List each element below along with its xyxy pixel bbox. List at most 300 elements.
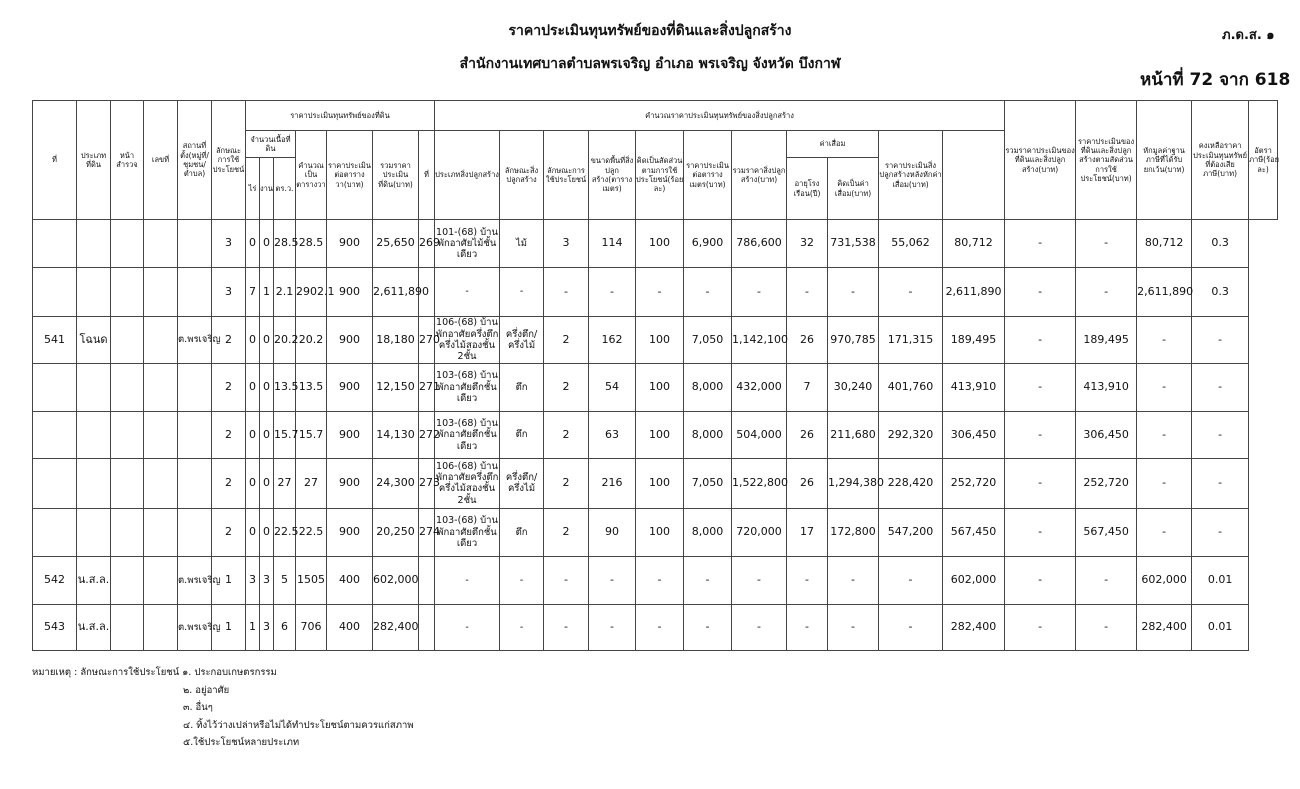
cell-bldg-total: 1,522,800 — [732, 459, 787, 508]
cell-bldg-after-dep: 292,320 — [879, 411, 943, 458]
cell-land-use: 2 — [212, 364, 246, 411]
col-no: ที่ — [33, 101, 77, 220]
cell-survey-page — [111, 364, 144, 411]
cell-bldg-char: ตึก — [500, 411, 544, 458]
cell-rai: 3 — [246, 557, 260, 604]
cell-bldg-use: 2 — [544, 411, 589, 458]
cell-exemption: - — [1076, 268, 1137, 316]
cell-dep-value: 172,800 — [828, 508, 879, 556]
cell-bldg-type: - — [435, 268, 500, 316]
cell-land-type — [77, 268, 111, 316]
cell-price-per-m2: 7,050 — [684, 459, 732, 508]
cell-taxable: 602,000 — [1137, 557, 1192, 604]
cell-price-per-wa: 900 — [327, 459, 373, 508]
group-land-assessment: ราคาประเมินทุนทรัพย์ของที่ดิน — [246, 101, 435, 131]
cell-bldg-use: 2 — [544, 316, 589, 363]
cell-price-per-wa: 900 — [327, 316, 373, 363]
cell-location — [178, 459, 212, 508]
cell-dep-value: - — [828, 557, 879, 604]
cell-rate: - — [1192, 364, 1249, 411]
cell-total: 2,611,890 — [943, 268, 1005, 316]
cell-price-per-m2: 6,900 — [684, 220, 732, 268]
cell-bldg-char: - — [500, 604, 544, 650]
cell-exemption: 567,450 — [1076, 508, 1137, 556]
col-proportional-value: ราคาประเมินของที่ดินและสิ่งปลูกสร้างตามสัดส่วนการใช้ประโยชน์(บาท) — [1076, 101, 1137, 220]
cell-location — [178, 508, 212, 556]
col-land-use: ลักษณะการใช้ประโยชน์ — [212, 101, 246, 220]
cell-price-per-m2: - — [684, 268, 732, 316]
cell-exemption: 252,720 — [1076, 459, 1137, 508]
cell-price-per-wa: 400 — [327, 557, 373, 604]
cell-bldg-total: 1,142,100 — [732, 316, 787, 363]
cell-exemption: - — [1076, 557, 1137, 604]
cell-taxable: 2,611,890 — [1137, 268, 1192, 316]
cell-bldg-total: - — [732, 557, 787, 604]
cell-bldg-no: 269 — [419, 220, 435, 268]
cell-rai: 0 — [246, 459, 260, 508]
cell-rai: 0 — [246, 220, 260, 268]
cell-bldg-after-dep: - — [879, 557, 943, 604]
cell-land-use: 2 — [212, 459, 246, 508]
cell-ngan: 0 — [260, 508, 274, 556]
col-dep-value: คิดเป็นค่าเสื่อม(บาท) — [828, 158, 879, 220]
col-building-char: ลักษณะสิ่งปลูกสร้าง — [500, 131, 544, 220]
col-building-type: ประเภทสิ่งปลูกสร้าง — [435, 131, 500, 220]
col-exemption: หักมูลค่าฐานภาษีที่ได้รับยกเว้น(บาท) — [1137, 101, 1192, 220]
notes — [32, 664, 414, 752]
cell-prop-value: - — [1005, 459, 1076, 508]
group-depreciation: ค่าเสื่อม — [787, 131, 879, 158]
cell-use-pct: - — [636, 268, 684, 316]
cell-bldg-no — [419, 604, 435, 650]
cell-bldg-no — [419, 557, 435, 604]
cell-rate: - — [1192, 316, 1249, 363]
cell-use-pct: 100 — [636, 316, 684, 363]
cell-bldg-after-dep: - — [879, 604, 943, 650]
cell-land-type — [77, 220, 111, 268]
cell-bldg-char: ไม้ — [500, 220, 544, 268]
cell-land-total: 24,300 — [373, 459, 419, 508]
cell-bldg-area: - — [589, 268, 636, 316]
note-item-2: ๒. อยู่อาศัย — [183, 684, 230, 696]
col-building-use: ลักษณะการใช้ประโยชน์ — [544, 131, 589, 220]
cell-prop-value: - — [1005, 316, 1076, 363]
cell-no — [33, 411, 77, 458]
cell-no: 542 — [33, 557, 77, 604]
cell-taxable: 80,712 — [1137, 220, 1192, 268]
cell-survey-page — [111, 316, 144, 363]
cell-dep-value: 970,785 — [828, 316, 879, 363]
table-row — [33, 508, 1278, 556]
cell-use-pct: - — [636, 604, 684, 650]
cell-number — [144, 508, 178, 556]
cell-bldg-type: 103-(68) บ้านพักอาศัยตึกชั้นเดียว — [435, 508, 500, 556]
cell-bldg-after-dep: 547,200 — [879, 508, 943, 556]
cell-bldg-char: ตึก — [500, 508, 544, 556]
cell-wa: 2.1 — [274, 268, 296, 316]
cell-no — [33, 220, 77, 268]
cell-wa: 27 — [274, 459, 296, 508]
cell-age: - — [787, 557, 828, 604]
cell-ngan: 0 — [260, 459, 274, 508]
cell-bldg-type: - — [435, 557, 500, 604]
cell-survey-page — [111, 411, 144, 458]
cell-dep-value: 211,680 — [828, 411, 879, 458]
cell-ngan: 0 — [260, 316, 274, 363]
cell-sqwa: 1505 — [296, 557, 327, 604]
cell-taxable: - — [1137, 508, 1192, 556]
cell-price-per-m2: 8,000 — [684, 364, 732, 411]
cell-age: 26 — [787, 316, 828, 363]
cell-total: 413,910 — [943, 364, 1005, 411]
cell-price-per-m2: 8,000 — [684, 508, 732, 556]
cell-rai: 0 — [246, 411, 260, 458]
cell-use-pct: 100 — [636, 459, 684, 508]
cell-prop-value: - — [1005, 604, 1076, 650]
cell-rate: 0.3 — [1192, 268, 1249, 316]
cell-bldg-after-dep: 55,062 — [879, 220, 943, 268]
cell-land-total: 282,400 — [373, 604, 419, 650]
cell-ngan: 0 — [260, 411, 274, 458]
cell-land-total: 602,000 — [373, 557, 419, 604]
cell-rai: 0 — [246, 316, 260, 363]
cell-rate: 0.01 — [1192, 604, 1249, 650]
cell-exemption: 306,450 — [1076, 411, 1137, 458]
cell-wa: 6 — [274, 604, 296, 650]
cell-sqwa: 20.2 — [296, 316, 327, 363]
cell-age: 26 — [787, 459, 828, 508]
cell-bldg-type: 106-(68) บ้านพักอาศัยครึ่งตึกครึ่งไม้สองชั้น 2ชั้น — [435, 317, 499, 363]
cell-location — [178, 364, 212, 411]
cell-prop-value: - — [1005, 557, 1076, 604]
table-row — [33, 316, 1278, 363]
col-price-per-m2: ราคาประเมินต่อตารางเมตร(บาท) — [684, 131, 732, 220]
col-building-total: รวมราคาสิ่งปลูกสร้าง(บาท) — [732, 131, 787, 220]
cell-bldg-area: 162 — [589, 316, 636, 363]
cell-prop-value: - — [1005, 220, 1076, 268]
cell-bldg-no: 271 — [419, 364, 435, 411]
cell-bldg-area: 54 — [589, 364, 636, 411]
cell-bldg-type: - — [435, 604, 500, 650]
cell-bldg-total: - — [732, 604, 787, 650]
cell-number — [144, 459, 178, 508]
cell-bldg-area: - — [589, 604, 636, 650]
cell-age: - — [787, 604, 828, 650]
cell-land-type: น.ส.ล. — [77, 604, 111, 650]
cell-no — [33, 364, 77, 411]
cell-wa: 20.2 — [274, 316, 296, 363]
cell-total: 567,450 — [943, 508, 1005, 556]
cell-bldg-total: 432,000 — [732, 364, 787, 411]
cell-rate: 0.3 — [1192, 220, 1249, 268]
table-row — [33, 411, 1278, 458]
cell-sqwa: 15.7 — [296, 411, 327, 458]
col-use-percent: คิดเป็นสัดส่วนตามการใช้ประโยชน์(ร้อยละ) — [636, 131, 684, 220]
cell-total: 602,000 — [943, 557, 1005, 604]
cell-bldg-after-dep: - — [879, 268, 943, 316]
group-land-area: จำนวนเนื้อที่ดิน — [246, 131, 296, 158]
cell-wa: 15.7 — [274, 411, 296, 458]
cell-total: 252,720 — [943, 459, 1005, 508]
cell-dep-value: 731,538 — [828, 220, 879, 268]
cell-ngan: 3 — [260, 557, 274, 604]
cell-sqwa: 706 — [296, 604, 327, 650]
cell-land-total: 2,611,890 — [373, 268, 419, 316]
cell-number — [144, 364, 178, 411]
cell-total: 282,400 — [943, 604, 1005, 650]
cell-bldg-use: - — [544, 557, 589, 604]
col-total: รวมราคาประเมินของที่ดินและสิ่งปลูกสร้าง(บาท) — [1005, 101, 1076, 220]
cell-taxable: - — [1137, 459, 1192, 508]
cell-land-total: 25,650 — [373, 220, 419, 268]
cell-number — [144, 557, 178, 604]
cell-prop-value: - — [1005, 268, 1076, 316]
col-land-total: รวมราคาประเมินที่ดิน(บาท) — [373, 131, 419, 220]
cell-land-use: 1 — [212, 557, 246, 604]
cell-location — [178, 220, 212, 268]
cell-rate: - — [1192, 508, 1249, 556]
page-number: หน้าที่ 72 จาก 618 — [1140, 70, 1291, 90]
cell-number — [144, 220, 178, 268]
cell-taxable: - — [1137, 364, 1192, 411]
cell-land-type — [77, 459, 111, 508]
cell-sqwa: 22.5 — [296, 508, 327, 556]
cell-bldg-type: 106-(68) บ้านพักอาศัยครึ่งตึกครึ่งไม้สองชั้น 2ชั้น — [435, 459, 500, 508]
assessment-table — [32, 100, 1278, 651]
cell-bldg-char: - — [500, 557, 544, 604]
col-sqwa: คำนวณเป็นตารางวา — [296, 131, 327, 220]
table-row — [33, 220, 1278, 268]
cell-bldg-use: - — [544, 268, 589, 316]
notes-label: หมายเหตุ : ลักษณะการใช้ประโยชน์ — [32, 667, 180, 678]
cell-land-use: 2 — [212, 508, 246, 556]
cell-land-use: 2 — [212, 316, 246, 363]
cell-price-per-wa: 900 — [327, 220, 373, 268]
cell-location: ต.พรเจริญ — [178, 604, 212, 650]
cell-land-total: 12,150 — [373, 364, 419, 411]
cell-survey-page — [111, 459, 144, 508]
cell-rai: 7 — [246, 268, 260, 316]
cell-taxable: - — [1137, 316, 1192, 363]
cell-location — [178, 411, 212, 458]
cell-rai: 0 — [246, 508, 260, 556]
cell-bldg-char: ตึก — [500, 364, 544, 411]
cell-ngan: 0 — [260, 364, 274, 411]
cell-bldg-total: 786,600 — [732, 220, 787, 268]
cell-sqwa: 28.5 — [296, 220, 327, 268]
col-taxable: คงเหลือราคาประเมินทุนทรัพย์ที่ต้องเสียภาษี(บาท) — [1192, 101, 1249, 220]
col-building-no: ที่ — [419, 131, 435, 220]
cell-exemption: 189,495 — [1076, 316, 1137, 363]
cell-prop-value: - — [1005, 364, 1076, 411]
cell-survey-page — [111, 268, 144, 316]
cell-price-per-m2: 8,000 — [684, 411, 732, 458]
cell-land-total: 18,180 — [373, 316, 419, 363]
cell-rate: - — [1192, 459, 1249, 508]
cell-bldg-use: 2 — [544, 459, 589, 508]
cell-bldg-type: 103-(68) บ้านพักอาศัยตึกชั้นเดียว — [435, 364, 500, 411]
cell-age: 7 — [787, 364, 828, 411]
cell-age: 32 — [787, 220, 828, 268]
cell-total: 306,450 — [943, 411, 1005, 458]
table-body — [33, 220, 1278, 651]
cell-bldg-area: 216 — [589, 459, 636, 508]
cell-bldg-total: 720,000 — [732, 508, 787, 556]
table-row — [33, 459, 1278, 508]
cell-ngan: 3 — [260, 604, 274, 650]
note-item-3: ๓. อื่นๆ — [183, 702, 213, 713]
table-row — [33, 268, 1278, 316]
cell-dep-value: - — [828, 604, 879, 650]
cell-land-type: โฉนด — [77, 316, 111, 363]
col-survey-page: หน้าสำรวจ — [111, 101, 144, 220]
cell-bldg-total: 504,000 — [732, 411, 787, 458]
cell-dep-value: 1,294,380 — [828, 459, 879, 508]
table-row — [33, 364, 1278, 411]
cell-exemption: - — [1076, 220, 1137, 268]
cell-exemption: 413,910 — [1076, 364, 1137, 411]
cell-price-per-m2: 7,050 — [684, 316, 732, 363]
cell-exemption: - — [1076, 604, 1137, 650]
form-code: ภ.ด.ส. ๑ — [1222, 28, 1275, 43]
cell-age: - — [787, 268, 828, 316]
cell-price-per-wa: 900 — [327, 508, 373, 556]
cell-no — [33, 268, 77, 316]
cell-sqwa: 13.5 — [296, 364, 327, 411]
cell-total: 80,712 — [943, 220, 1005, 268]
cell-land-type — [77, 508, 111, 556]
cell-sqwa: 27 — [296, 459, 327, 508]
cell-price-per-m2: - — [684, 557, 732, 604]
cell-land-use: 3 — [212, 268, 246, 316]
cell-bldg-area: 114 — [589, 220, 636, 268]
col-building-area: ขนาดพื้นที่สิ่งปลูกสร้าง(ตารางเมตร) — [589, 131, 636, 220]
cell-bldg-after-dep: 171,315 — [879, 316, 943, 363]
cell-location: ต.พรเจริญ — [178, 316, 212, 363]
cell-no — [33, 459, 77, 508]
cell-land-use: 2 — [212, 411, 246, 458]
cell-land-type — [77, 411, 111, 458]
cell-price-per-wa: 900 — [327, 411, 373, 458]
cell-age: 26 — [787, 411, 828, 458]
cell-ngan: 1 — [260, 268, 274, 316]
cell-location: ต.พรเจริญ — [178, 557, 212, 604]
report-title: ราคาประเมินทุนทรัพย์ของที่ดินและสิ่งปลูกสร้าง — [508, 23, 792, 39]
cell-bldg-use: 2 — [544, 364, 589, 411]
cell-bldg-char: ครึ่งตึก/ครึ่งไม้ — [500, 459, 544, 508]
cell-rai: 0 — [246, 364, 260, 411]
cell-use-pct: - — [636, 557, 684, 604]
cell-prop-value: - — [1005, 411, 1076, 458]
col-tax-rate: อัตราภาษี(ร้อยละ) — [1249, 101, 1278, 220]
cell-no: 543 — [33, 604, 77, 650]
col-age: อายุโรงเรือน(ปี) — [787, 158, 828, 220]
col-location: สถานที่ตั้ง(หมู่ที่/ชุมชน/ตำบล) — [178, 101, 212, 220]
cell-price-per-wa: 900 — [327, 364, 373, 411]
cell-bldg-use: 3 — [544, 220, 589, 268]
cell-number — [144, 604, 178, 650]
col-rai: ไร่ — [246, 158, 260, 220]
table-row — [33, 604, 1278, 650]
cell-age: 17 — [787, 508, 828, 556]
cell-wa: 22.5 — [274, 508, 296, 556]
cell-land-type: น.ส.ล. — [77, 557, 111, 604]
cell-sqwa: 2902.1 — [296, 268, 327, 316]
cell-wa: 13.5 — [274, 364, 296, 411]
cell-survey-page — [111, 557, 144, 604]
cell-bldg-use: - — [544, 604, 589, 650]
cell-survey-page — [111, 604, 144, 650]
cell-use-pct: 100 — [636, 508, 684, 556]
col-building-after-dep: ราคาประเมินสิ่งปลูกสร้างหลังหักค่าเสื่อม(บาท) — [879, 131, 943, 220]
group-building-assessment: คำนวณราคาประเมินทุนทรัพย์ของสิ่งปลูกสร้าง — [435, 101, 1005, 131]
cell-survey-page — [111, 220, 144, 268]
cell-bldg-no: 273 — [419, 459, 435, 508]
cell-bldg-char: ครึ่งตึก/ครึ่งไม้ — [500, 316, 544, 363]
col-price-per-wa: ราคาประเมินต่อตารางวา(บาท) — [327, 131, 373, 220]
cell-rate: - — [1192, 411, 1249, 458]
cell-taxable: 282,400 — [1137, 604, 1192, 650]
col-wa: ตร.ว. — [274, 158, 296, 220]
cell-total: 189,495 — [943, 316, 1005, 363]
cell-dep-value: 30,240 — [828, 364, 879, 411]
cell-no: 541 — [33, 316, 77, 363]
cell-land-type — [77, 364, 111, 411]
cell-use-pct: 100 — [636, 411, 684, 458]
cell-bldg-total: - — [732, 268, 787, 316]
cell-price-per-wa: 400 — [327, 604, 373, 650]
cell-number — [144, 411, 178, 458]
note-item-4: ๔. ทิ้งไว้ว่างเปล่าหรือไม่ได้ทำประโยชน์ตามควรแก่สภาพ — [183, 719, 414, 731]
cell-bldg-area: - — [589, 557, 636, 604]
cell-prop-value: - — [1005, 508, 1076, 556]
cell-wa: 28.5 — [274, 220, 296, 268]
cell-rai: 1 — [246, 604, 260, 650]
cell-bldg-after-dep: 228,420 — [879, 459, 943, 508]
cell-bldg-no: 270 — [419, 316, 435, 363]
cell-location — [178, 268, 212, 316]
note-item-1: ๑. ประกอบเกษตรกรรม — [182, 667, 277, 678]
cell-land-use: 1 — [212, 604, 246, 650]
cell-bldg-no: 274 — [419, 508, 435, 556]
cell-land-total: 20,250 — [373, 508, 419, 556]
table-row — [33, 557, 1278, 604]
cell-bldg-type: 101-(68) บ้านพักอาศัยไม้ชั้นเดียว — [435, 220, 500, 268]
cell-bldg-no: 272 — [419, 411, 435, 458]
cell-price-per-wa: 900 — [327, 268, 373, 316]
cell-taxable: - — [1137, 411, 1192, 458]
note-item-5: ๕.ใช้ประโยชน์หลายประเภท — [183, 737, 300, 748]
cell-use-pct: 100 — [636, 220, 684, 268]
cell-number — [144, 316, 178, 363]
cell-bldg-type: 103-(68) บ้านพักอาศัยตึกชั้นเดียว — [435, 411, 500, 458]
cell-bldg-after-dep: 401,760 — [879, 364, 943, 411]
cell-land-total: 14,130 — [373, 411, 419, 458]
cell-bldg-use: 2 — [544, 508, 589, 556]
cell-dep-value: - — [828, 268, 879, 316]
cell-price-per-m2: - — [684, 604, 732, 650]
cell-wa: 5 — [274, 557, 296, 604]
notes-label-line — [32, 664, 414, 682]
col-ngan: งาน — [260, 158, 274, 220]
col-land-type: ประเภทที่ดิน — [77, 101, 111, 220]
cell-bldg-char: - — [500, 268, 544, 316]
report-subtitle: สำนักงานเทศบาลตำบลพรเจริญ อำเภอ พรเจริญ จังหวัด บึงกาฬ — [459, 56, 841, 72]
cell-number — [144, 268, 178, 316]
cell-survey-page — [111, 508, 144, 556]
col-number: เลขที่ — [144, 101, 178, 220]
cell-bldg-area: 90 — [589, 508, 636, 556]
